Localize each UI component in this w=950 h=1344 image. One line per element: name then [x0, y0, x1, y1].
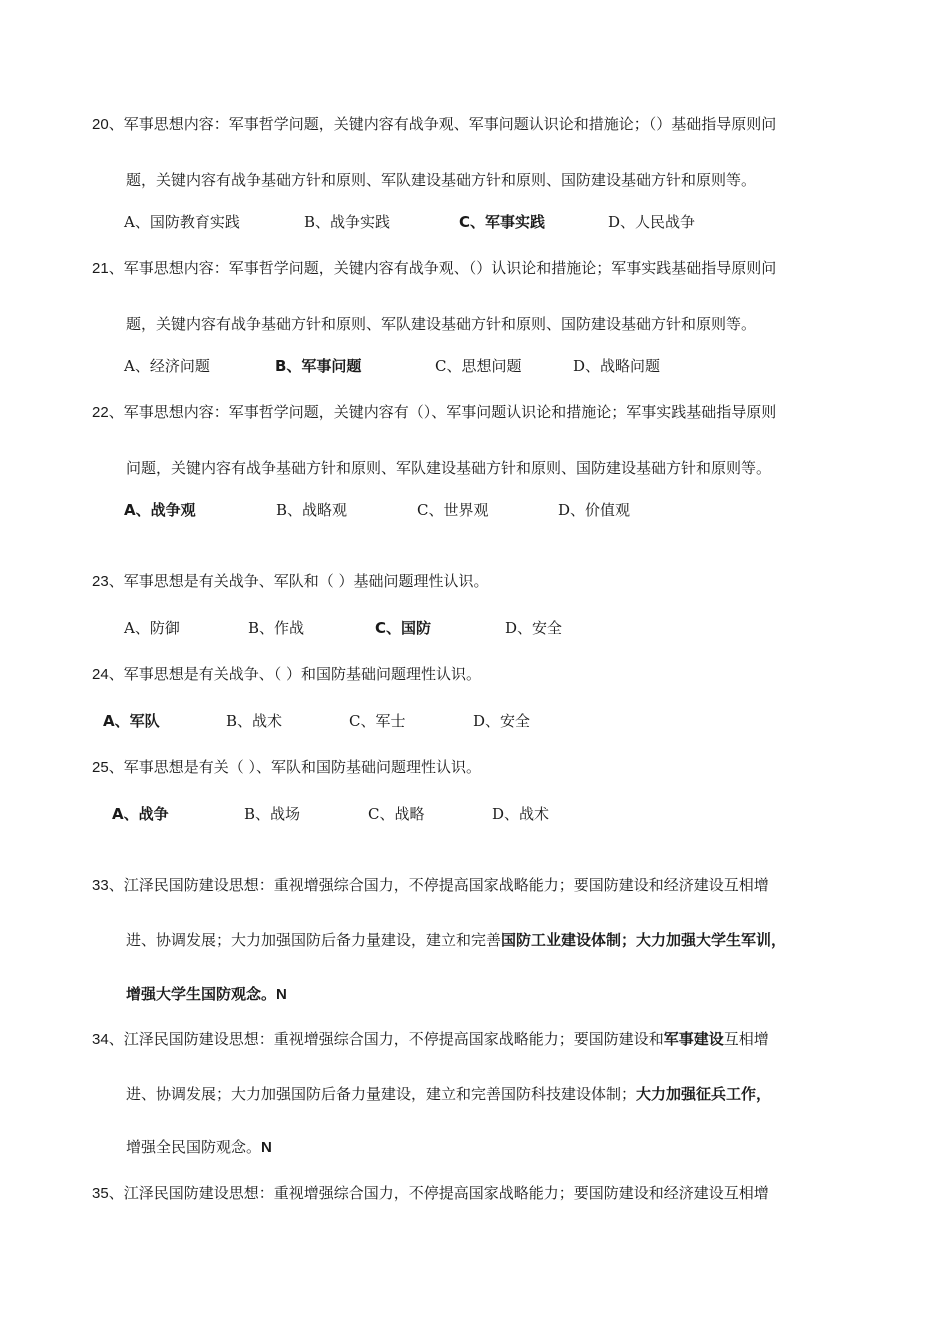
option-a-answer: A、战争观 — [124, 501, 196, 519]
question-20-line-2: 题，关键内容有战争基础方针和原则、军队建设基础方针和原则、国防建设基础方针和原则等。 — [126, 171, 757, 189]
option-c-answer: C、国防 — [375, 619, 432, 637]
judgment-mark: N — [261, 1139, 272, 1156]
question-number: 20 — [92, 116, 109, 133]
question-number: 23 — [92, 573, 109, 590]
judgment-34-line-3 — [126, 1137, 272, 1158]
option-c: C、思想问题 — [435, 357, 522, 375]
option-a: A、经济问题 — [124, 357, 210, 375]
option-c-answer: C、军事实践 — [459, 213, 546, 231]
question-number: 35 — [92, 1185, 109, 1202]
plain-text: 增强全民国防观念。 — [126, 1138, 262, 1156]
question-22-line-2: 问题，关键内容有战争基础方针和原则、军队建设基础方针和原则、国防建设基础方针和原则等。 — [126, 459, 772, 477]
question-number: 21 — [92, 260, 109, 277]
option-d: D、价值观 — [558, 501, 631, 519]
judgment-33-line-2 — [126, 930, 786, 950]
question-number: 25 — [92, 759, 109, 776]
question-22-line-1 — [92, 402, 776, 423]
question-text: 、军事思想内容：军事哲学问题，关键内容有战争观、军事问题认识论和措施论；（）基础指导原则问 — [108, 115, 777, 133]
option-c: C、世界观 — [417, 501, 489, 519]
question-text: 、江泽民国防建设思想：重视增强综合国力，不停提高国家战略能力；要国防建设和经济建设互相增 — [108, 1184, 769, 1202]
option-a-answer: A、军队 — [103, 712, 160, 730]
option-a-answer: A、战争 — [112, 805, 169, 823]
question-number: 24 — [92, 666, 109, 683]
question-number: 34 — [92, 1031, 109, 1048]
judgment-33-line-3 — [126, 984, 287, 1005]
option-d: D、安全 — [473, 712, 531, 730]
question-23-line-1 — [92, 571, 488, 592]
option-c: C、军士 — [349, 712, 406, 730]
option-b: B、战争实践 — [304, 213, 391, 231]
emphasized-text: 国防工业建设体制；大力加强大学生军训， — [501, 931, 787, 949]
plain-text: 进、协调发展；大力加强国防后备力量建设，建立和完善 — [126, 931, 502, 949]
option-d: D、战术 — [492, 805, 550, 823]
option-c: C、战略 — [368, 805, 425, 823]
question-24-line-1 — [92, 664, 481, 685]
question-21-line-2: 题，关键内容有战争基础方针和原则、军队建设基础方针和原则、国防建设基础方针和原则等。 — [126, 315, 757, 333]
judgment-34-line-1 — [92, 1029, 769, 1050]
judgment-mark: N — [276, 986, 287, 1003]
judgment-35-line-1 — [92, 1183, 769, 1204]
question-20-line-1 — [92, 114, 776, 135]
question-text: 、军事思想内容：军事哲学问题，关键内容有战争观、（）认识论和措施论；军事实践基础指导原则问 — [108, 259, 777, 277]
option-d: D、战略问题 — [573, 357, 661, 375]
option-b: B、作战 — [248, 619, 305, 637]
judgment-34-line-2 — [126, 1084, 771, 1104]
option-d: D、人民战争 — [608, 213, 696, 231]
question-number: 22 — [92, 404, 109, 421]
plain-text: 进、协调发展；大力加强国防后备力量建设，建立和完善国防科技建设体制； — [126, 1085, 637, 1103]
option-b: B、战略观 — [276, 501, 348, 519]
plain-text: 、江泽民国防建设思想：重视增强综合国力，不停提高国家战略能力；要国防建设和 — [108, 1030, 664, 1048]
emphasized-text: 军事建设 — [663, 1030, 724, 1048]
question-25-line-1 — [92, 757, 481, 778]
option-a: A、国防教育实践 — [124, 213, 240, 231]
plain-text: 互相增 — [723, 1030, 769, 1048]
question-21-line-1 — [92, 258, 776, 279]
option-d: D、安全 — [505, 619, 563, 637]
option-b-answer: B、军事问题 — [275, 357, 362, 375]
question-number: 33 — [92, 877, 109, 894]
question-text: 、军事思想是有关战争、（ ）和国防基础问题理性认识。 — [108, 665, 481, 683]
question-text: 、军事思想内容：军事哲学问题，关键内容有（）、军事问题认识论和措施论；军事实践基础指导原则 — [108, 403, 777, 421]
judgment-33-line-1 — [92, 875, 769, 896]
question-text: 、江泽民国防建设思想：重视增强综合国力，不停提高国家战略能力；要国防建设和经济建设互相增 — [108, 876, 769, 894]
option-b: B、战场 — [244, 805, 301, 823]
option-b: B、战术 — [226, 712, 283, 730]
question-text: 、军事思想是有关战争、军队和（ ）基础问题理性认识。 — [108, 572, 489, 590]
emphasized-text: 增强大学生国防观念。 — [126, 985, 277, 1003]
question-text: 、军事思想是有关（ ）、军队和国防基础问题理性认识。 — [108, 758, 481, 776]
emphasized-text: 大力加强征兵工作， — [636, 1085, 772, 1103]
option-a: A、防御 — [124, 619, 180, 637]
